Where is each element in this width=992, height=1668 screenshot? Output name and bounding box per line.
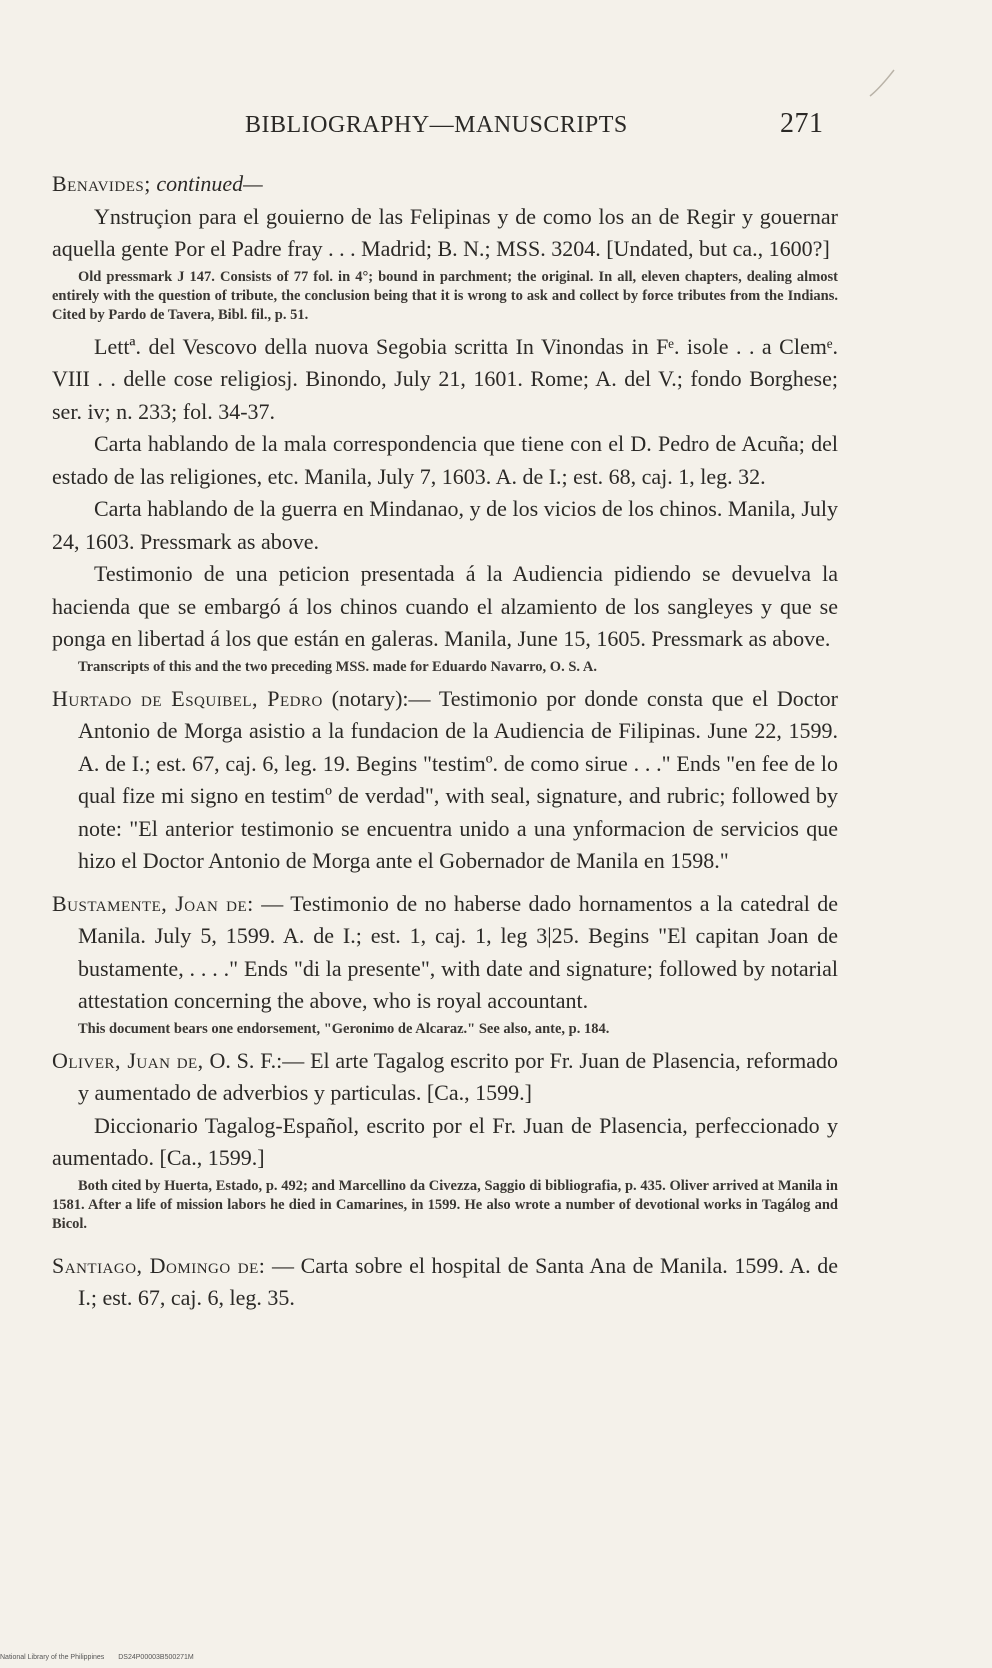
entry-item: Carta hablando de la guerra en Mindanao, y de los vicios de los chinos. Manila, July 24, 1603. Pressmark as above. xyxy=(52,496,838,554)
entry-note: Both cited by Huerta, Estado, p. 492; and Marcellino da Civezza, Saggio di bibliografia, p. 435. Oliver arrived at Manila in 1581. After a life of mission labors he died in Camarines, in 1599. He also wrote a number of devotional works in Tagálog and Bicol. xyxy=(52,1177,838,1232)
entry-item: Testimonio de una peticion presentada á la Audiencia pidiendo se devuelva la hacienda que se embargó á los chinos cuando el alzamiento de los sangleyes y que se ponga en libertad á los que están en galeras. Manila, June 15, 1605. Pressmark as above. xyxy=(52,561,838,651)
entry-item: Lettª. del Vescovo della nuova Segobia scritta In Vinondas in Fᵉ. isole . . a Clemᵉ. VIII . . delle cose religiosj. Binondo, July 21, 1601. Rome; A. del V.; fondo Borghese; ser. iv; n. 233; fol. 34-37. xyxy=(52,333,838,424)
entry-text: (notary):— Testimonio por donde consta que el Doctor Antonio de Morga asistio a la fundacion de la Audiencia de Filipinas. June 22, 1599. A. de I.; est. 67, caj. 6, leg. 19. Begins "testimº. de como sirue . . ." Ends "en fee de lo qual fize mi signo en testimº de verdad", with seal, signature, and rubric; followed by note: "El anterior testimonio se encuentra unido a una ynformacion de servicios que hizo el Doctor Antonio de Morga ante el Gobernador de Manila en 1598." xyxy=(78,685,839,873)
entry-text: — Testimonio de no haberse dado hornamentos a la catedral de Manila. July 5, 1599. A. de I.; est. 1, caj. 1, leg 3|25. Begins "El capitan Joan de bustamente, . . . ." Ends "di la presente", with date and signature; followed by notarial attestation concerning the above, who is royal accountant. xyxy=(78,890,839,1013)
spacer xyxy=(52,878,838,888)
entry-oliver xyxy=(52,1045,838,1110)
page-number: 271 xyxy=(780,108,824,139)
page-body xyxy=(52,168,838,1315)
entry-note: This document bears one endorsement, "Geronimo de Alcaraz." See also, ante, p. 184. xyxy=(78,1020,610,1037)
spacer xyxy=(52,1240,838,1250)
entry-note: Old pressmark J 147. Consists of 77 fol. in 4°; bound in parchment; the original. In all, eleven chapters, dealing almost entirely with the question of tribute, the conclusion being that it is wrong to ask and collect by force tributes from the Indians. Cited by Pardo de Tavera, Bibl. fil., p. 51. xyxy=(52,268,838,323)
continued-label: continued— xyxy=(156,171,263,196)
entry-author: Benavides; xyxy=(52,171,151,196)
entry-item: Diccionario Tagalog-Español, escrito por el Fr. Juan de Plasencia, perfeccionado y aumentado. [Ca., 1599.] xyxy=(52,1112,838,1170)
footer-source: National Library of the Philippines xyxy=(0,1654,105,1661)
entry-note: Transcripts of this and the two preceding MSS. made for Eduardo Navarro, O. S. A. xyxy=(78,658,597,675)
entry-hurtado xyxy=(52,683,838,878)
entry-text: O. S. F.:— El arte Tagalog escrito por Fr. Juan de Plasencia, reformado y aumentado de adverbios y particulas. [Ca., 1599.] xyxy=(78,1047,838,1105)
footer-code: DS24P00003B500271M xyxy=(118,1654,194,1661)
entry-author: Bustamente, Joan de: xyxy=(52,890,254,916)
entry-author: Santiago, Domingo de: xyxy=(52,1252,266,1278)
entry-bustamente xyxy=(52,888,838,1018)
pencil-mark-icon xyxy=(868,68,896,98)
entry-santiago xyxy=(52,1250,838,1315)
running-title: BIBLIOGRAPHY—MANUSCRIPTS xyxy=(245,112,628,138)
entry-text: — Carta sobre el hospital de Santa Ana de Manila. 1599. A. de I.; est. 67, caj. 6, leg. 35. xyxy=(78,1252,839,1310)
scan-footer xyxy=(0,1654,206,1661)
entry-author: Oliver, Juan de, xyxy=(52,1047,204,1073)
entry-item: Carta hablando de la mala correspondencia que tiene con el D. Pedro de Acuña; del estado de las religiones, etc. Manila, July 7, 1603. A. de I.; est. 68, caj. 1, leg. 32. xyxy=(52,431,838,489)
entry-item: Ynstruçion para el gouierno de las Felipinas y de como los an de Regir y gouernar aquella gente Por el Padre fray . . . Madrid; B. N.; MSS. 3204. [Undated, but ca., 1600?] xyxy=(52,203,838,261)
entry-author: Hurtado de Esquibel, Pedro xyxy=(52,685,323,711)
entry-benavides-heading xyxy=(52,168,838,201)
